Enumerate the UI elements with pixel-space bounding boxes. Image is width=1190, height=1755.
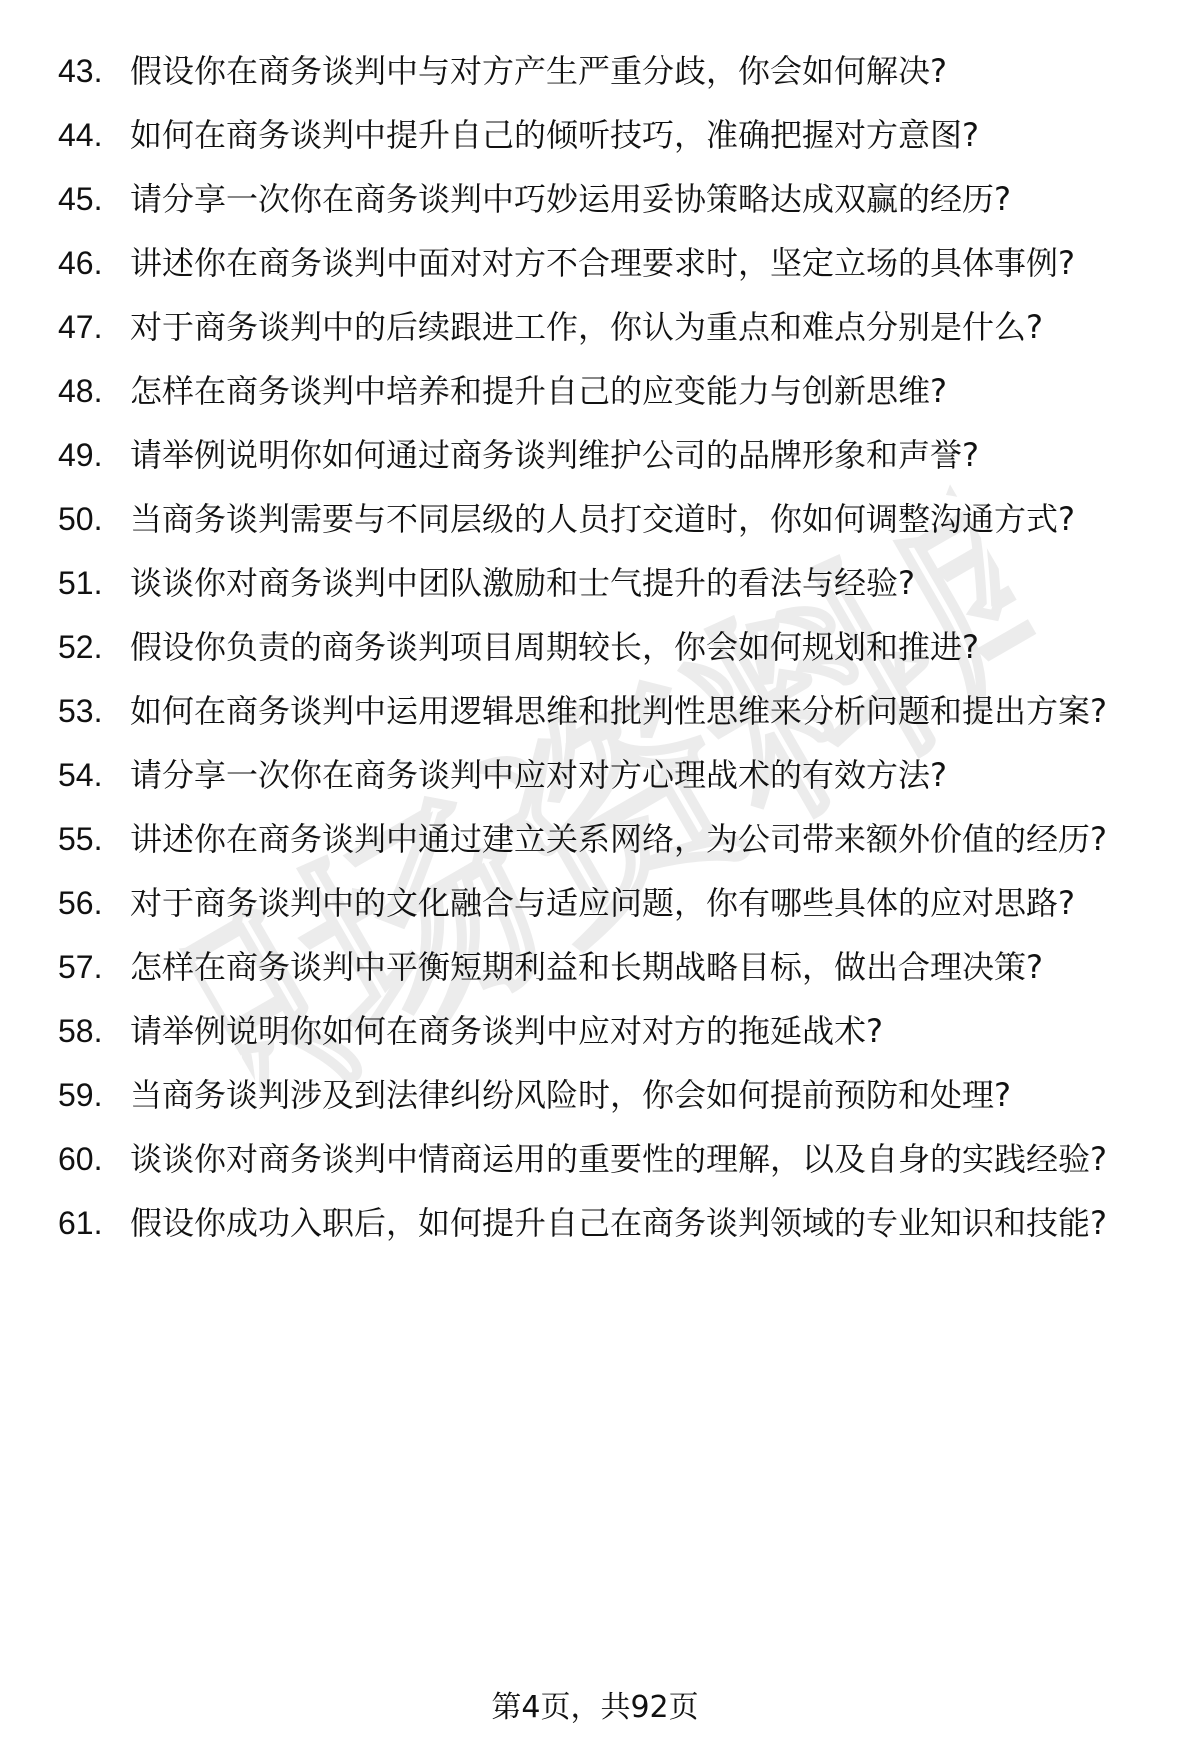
question-text: 怎样在商务谈判中平衡短期利益和长期战略目标，做出合理决策? <box>130 948 1043 986</box>
question-item <box>58 626 1148 669</box>
watermark-text: 职场资料库 <box>135 423 1125 1218</box>
question-item <box>58 306 1148 349</box>
question-number: 51. <box>58 565 103 601</box>
question-text: 讲述你在商务谈判中通过建立关系网络，为公司带来额外价值的经历? <box>130 820 1107 858</box>
page-number-footer: 第4页，共92页 <box>491 1690 699 1725</box>
question-number: 47. <box>58 309 103 345</box>
question-text: 请举例说明你如何通过商务谈判维护公司的品牌形象和声誉? <box>130 436 979 474</box>
question-number: 50. <box>58 501 103 537</box>
question-text: 对于商务谈判中的后续跟进工作，你认为重点和难点分别是什么? <box>130 308 1043 346</box>
question-item <box>58 1074 1148 1117</box>
question-text: 如何在商务谈判中提升自己的倾听技巧，准确把握对方意图? <box>130 116 979 154</box>
question-item <box>58 818 1148 861</box>
question-item <box>58 178 1148 221</box>
question-item <box>58 242 1148 285</box>
question-number: 59. <box>58 1077 103 1113</box>
question-text: 假设你负责的商务谈判项目周期较长，你会如何规划和推进? <box>130 628 979 666</box>
question-item <box>58 370 1148 413</box>
question-text: 请分享一次你在商务谈判中巧妙运用妥协策略达成双赢的经历? <box>130 180 1011 218</box>
question-text: 当商务谈判涉及到法律纠纷风险时，你会如何提前预防和处理? <box>130 1076 1011 1114</box>
question-text: 讲述你在商务谈判中面对对方不合理要求时，坚定立场的具体事例? <box>130 244 1075 282</box>
question-number: 48. <box>58 373 103 409</box>
question-text: 如何在商务谈判中运用逻辑思维和批判性思维来分析问题和提出方案? <box>130 692 1107 730</box>
question-item <box>58 50 1148 93</box>
question-text: 假设你在商务谈判中与对方产生严重分歧，你会如何解决? <box>130 52 947 90</box>
question-item <box>58 434 1148 477</box>
question-list <box>58 50 1148 1266</box>
question-number: 49. <box>58 437 103 473</box>
question-item <box>58 946 1148 989</box>
question-item <box>58 498 1148 541</box>
question-number: 58. <box>58 1013 103 1049</box>
question-number: 43. <box>58 53 103 89</box>
question-text: 当商务谈判需要与不同层级的人员打交道时，你如何调整沟通方式? <box>130 500 1075 538</box>
question-text: 谈谈你对商务谈判中团队激励和士气提升的看法与经验? <box>130 564 915 602</box>
question-text: 对于商务谈判中的文化融合与适应问题，你有哪些具体的应对思路? <box>130 884 1075 922</box>
question-number: 45. <box>58 181 103 217</box>
question-item <box>58 690 1148 733</box>
question-item <box>58 882 1148 925</box>
question-number: 55. <box>58 821 103 857</box>
question-item <box>58 1010 1148 1053</box>
question-number: 44. <box>58 117 103 153</box>
question-item <box>58 1138 1148 1181</box>
question-text: 谈谈你对商务谈判中情商运用的重要性的理解，以及自身的实践经验? <box>130 1140 1107 1178</box>
question-text: 请举例说明你如何在商务谈判中应对对方的拖延战术? <box>130 1012 883 1050</box>
question-text: 怎样在商务谈判中培养和提升自己的应变能力与创新思维? <box>130 372 947 410</box>
question-number: 57. <box>58 949 103 985</box>
question-number: 52. <box>58 629 103 665</box>
question-item <box>58 754 1148 797</box>
question-item <box>58 562 1148 605</box>
question-number: 61. <box>58 1205 103 1241</box>
question-number: 60. <box>58 1141 103 1177</box>
question-number: 53. <box>58 693 103 729</box>
question-number: 46. <box>58 245 103 281</box>
question-text: 请分享一次你在商务谈判中应对对方心理战术的有效方法? <box>130 756 947 794</box>
question-item <box>58 114 1148 157</box>
question-item <box>58 1202 1148 1245</box>
question-number: 54. <box>58 757 103 793</box>
question-number: 56. <box>58 885 103 921</box>
question-text: 假设你成功入职后，如何提升自己在商务谈判领域的专业知识和技能? <box>130 1204 1107 1242</box>
